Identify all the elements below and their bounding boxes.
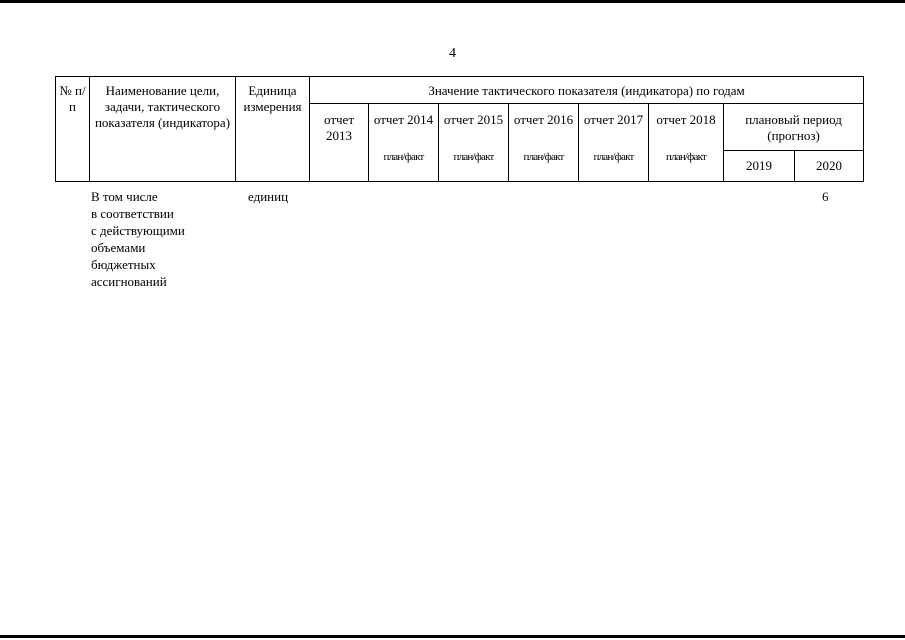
row-name-line: бюджетных — [91, 257, 156, 272]
row-name-line: объемами — [91, 240, 146, 255]
bottom-scan-edge — [0, 635, 905, 638]
year-col-2013 — [310, 104, 369, 182]
plan-year-label: 2019 — [746, 157, 772, 173]
row-name — [91, 188, 241, 290]
plan-fact-label: план/факт — [453, 151, 494, 163]
plan-year-2020 — [795, 150, 864, 181]
year-col-2018 — [649, 104, 724, 182]
plan-fact-label: план/факт — [665, 151, 707, 163]
year-col-label: отчет 2015 — [443, 112, 504, 127]
header-unit-cell — [236, 77, 310, 182]
header-name-cell — [90, 77, 236, 182]
row-name-line: в соответствии — [91, 206, 174, 221]
year-col-label: отчет 2014 — [373, 112, 434, 127]
row-name-line: ассигнований — [91, 274, 167, 289]
header-values-group: Значение тактического показателя (индикатора) по годам — [428, 83, 745, 98]
plan-fact-label: план/факт — [523, 151, 564, 163]
year-col-2017 — [579, 104, 649, 182]
year-col-2014 — [369, 104, 439, 182]
indicator-table-header — [55, 76, 864, 182]
plan-year-label: 2020 — [816, 157, 843, 173]
row-value-2020: 6 — [822, 189, 829, 204]
plan-fact-label: план/факт — [383, 151, 424, 163]
plan-period-group: плановый период (прогноз) — [745, 112, 842, 143]
plan-year-2019 — [724, 150, 795, 181]
header-unit: Единица измерения — [243, 83, 302, 114]
header-num-cell — [56, 77, 90, 182]
year-col-label: отчет 2016 — [513, 112, 574, 127]
row-name-line: В том числе — [91, 189, 158, 204]
header-name: Наименование цели, задачи, тактического показателя (индикатора) — [94, 83, 231, 130]
year-col-label: отчет 2013 — [324, 112, 354, 143]
header-values-group-cell — [310, 77, 864, 104]
row-name-line: с действующими — [91, 223, 185, 238]
plan-period-group-cell — [724, 104, 864, 151]
row-unit: единиц — [248, 189, 289, 204]
year-col-2015 — [439, 104, 509, 182]
year-col-label: отчет 2018 — [656, 112, 716, 127]
top-scan-edge — [0, 0, 905, 3]
year-col-label: отчет 2017 — [583, 112, 644, 127]
plan-fact-label: план/факт — [593, 151, 634, 163]
year-col-2016 — [509, 104, 579, 182]
header-num: № п/п — [59, 83, 86, 114]
page-number: 4 — [449, 46, 456, 61]
